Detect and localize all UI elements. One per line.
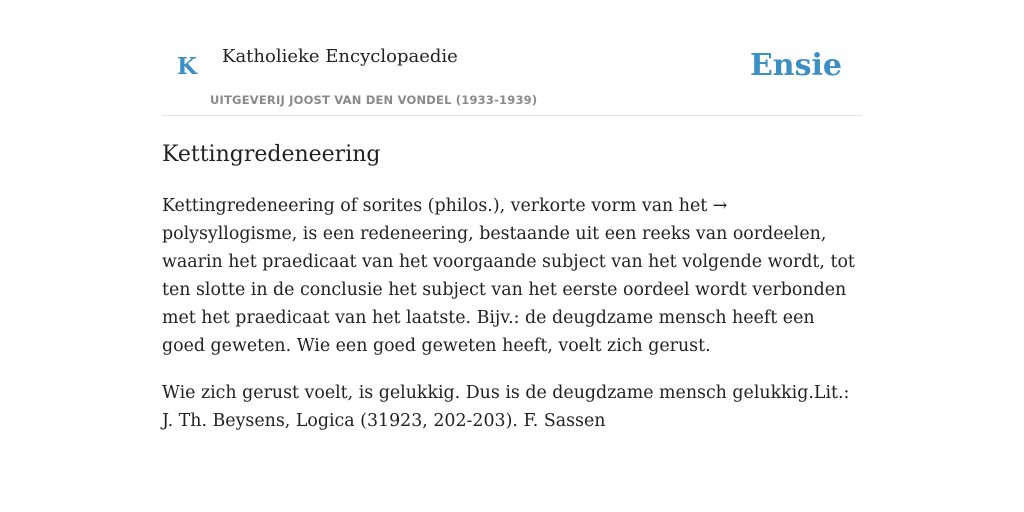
ensie-brand-link[interactable]: Ensie (749, 48, 842, 83)
article-paragraph: Wie zich gerust voelt, is gelukkig. Dus is de deugdzame mensch gelukkig.Lit.: J. Th. Beysens, Logica (31923, 202-203). F. Sassen (162, 382, 850, 431)
article (162, 141, 862, 435)
article-paragraph: Kettingredeneering of sorites (philos.), verkorte vorm van het → polysyllogisme, is een redeneering, bestaande uit een reeks van oordeelen, waarin het praedicaat van het voorgaande subject van het volgende wordt, tot ten slotte in de conclusie het subject van het eerste oordeel wordt verbonden met het praedicaat van het laatste. Bijv.: de deugdzame mensch heeft een goed geweten. Wie een goed geweten heeft, voelt zich gerust. (162, 195, 855, 356)
article-title: Kettingredeneering (162, 142, 381, 167)
article-body (162, 192, 862, 435)
encyclopedia-logo[interactable]: K (177, 53, 197, 80)
publication-title[interactable]: Katholieke Encyclopaedie (222, 46, 458, 67)
publisher-subtitle: UITGEVERIJ JOOST VAN DEN VONDEL (1933-1939) (210, 93, 538, 107)
site-header (162, 0, 862, 116)
page (162, 0, 862, 435)
